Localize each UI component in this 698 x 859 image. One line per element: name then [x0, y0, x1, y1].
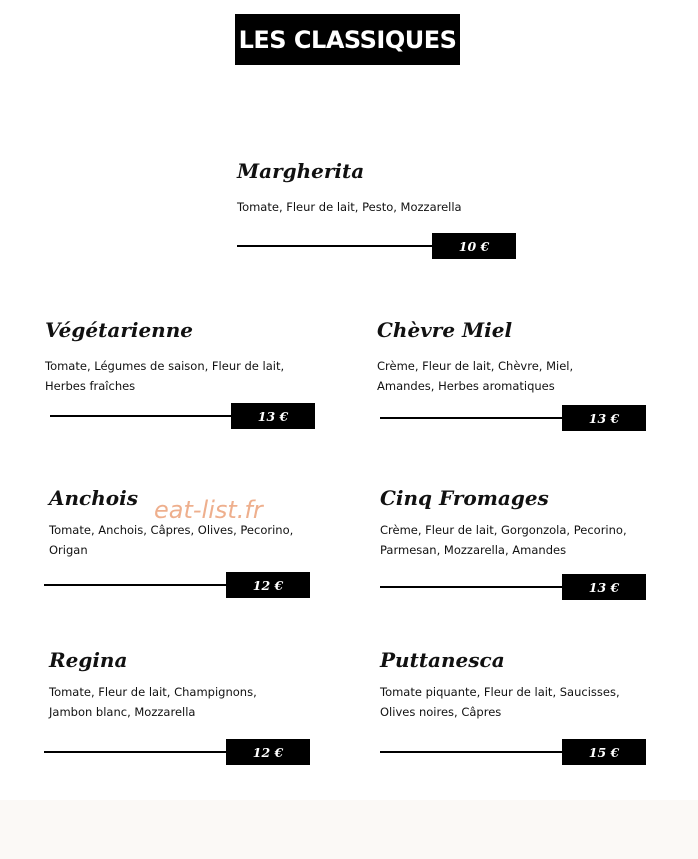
price-line: [237, 245, 437, 247]
menu-item-puttanesca: [380, 646, 670, 760]
price-row: [49, 572, 319, 598]
item-name: Végétarienne: [45, 318, 193, 342]
menu-item-cinq-fromages: [380, 484, 670, 595]
item-description: Tomate, Légumes de saison, Fleur de lait, Herbes fraîches: [45, 359, 285, 393]
price-tag: 12 €: [226, 739, 310, 765]
item-name: Regina: [49, 648, 128, 672]
item-description: Tomate, Fleur de lait, Champignons, Jambon blanc, Mozzarella: [49, 685, 257, 719]
item-name: Margherita: [237, 159, 365, 183]
menu-item-regina: [49, 646, 339, 760]
item-name: Anchois: [49, 486, 138, 510]
price-tag: 13 €: [562, 405, 646, 431]
price-tag: 13 €: [231, 403, 315, 429]
menu-item-chevre-miel: [377, 316, 667, 426]
item-description: Crème, Fleur de lait, Chèvre, Miel, Amandes, Herbes aromatiques: [377, 359, 574, 393]
price-line: [380, 417, 565, 419]
price-line: [50, 415, 235, 417]
item-description: Tomate, Anchois, Câpres, Olives, Pecorino, Origan: [49, 523, 294, 557]
price-tag: 12 €: [226, 572, 310, 598]
item-name: Cinq Fromages: [380, 486, 549, 510]
price-row: [49, 739, 319, 765]
price-row: [380, 739, 650, 765]
item-name: Puttanesca: [380, 648, 505, 672]
price-line: [44, 751, 229, 753]
watermark: eat-list.fr: [154, 496, 263, 524]
price-line: [380, 586, 565, 588]
menu-item-margherita: [237, 157, 527, 254]
item-description: Tomate piquante, Fleur de lait, Saucisses, Olives noires, Câpres: [380, 685, 620, 719]
price-line: [380, 751, 565, 753]
section-title: LES CLASSIQUES: [235, 14, 460, 65]
item-description: Tomate, Fleur de lait, Pesto, Mozzarella: [237, 200, 462, 214]
item-description: Crème, Fleur de lait, Gorgonzola, Pecorino, Parmesan, Mozzarella, Amandes: [380, 523, 627, 557]
item-name: Chèvre Miel: [377, 318, 513, 342]
price-row: [237, 233, 507, 259]
price-tag: 10 €: [432, 233, 516, 259]
menu-item-vegetarienne: [45, 316, 335, 424]
price-line: [44, 584, 229, 586]
price-tag: 13 €: [562, 574, 646, 600]
price-row: [377, 405, 647, 431]
price-row: [380, 574, 650, 600]
price-row: [45, 403, 315, 429]
price-tag: 15 €: [562, 739, 646, 765]
